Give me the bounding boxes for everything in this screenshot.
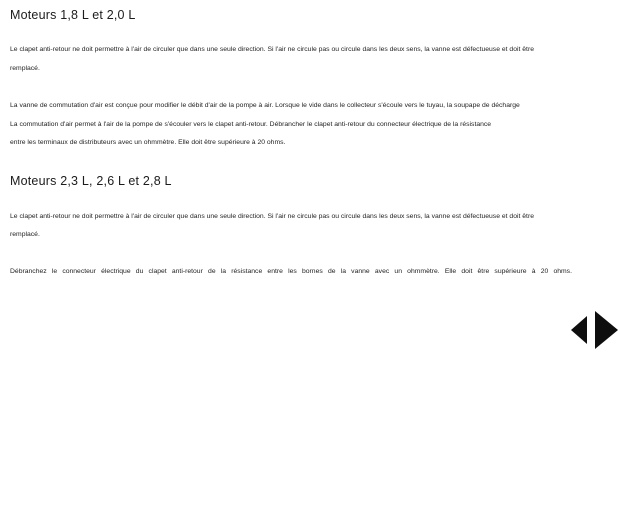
section-heading: Moteurs 1,8 L et 2,0 L: [10, 8, 136, 22]
paragraph: [10, 41, 614, 78]
section-heading: Moteurs 2,3 L, 2,6 L et 2,8 L: [10, 173, 172, 188]
section-engines-1-8-and-2-0: [10, 8, 614, 153]
paragraph-line: La commutation d'air permet à l'air de la pompe de s'écouler vers le clapet anti-retour. Débrancher le clapet anti-retour du connecteur électrique de la résistance: [10, 120, 492, 128]
paragraph-line: entre les terminaux de distributeurs avec un ohmmètre. Elle doit être supérieure à 20 ohms.: [10, 139, 286, 146]
paragraph: [10, 208, 614, 245]
next-page-arrow-icon[interactable]: [595, 311, 618, 349]
paragraph: [10, 97, 614, 153]
paragraph-line: Le clapet anti-retour ne doit permettre à l'air de circuler que dans une seule direction. Si l'air ne circule pas ou circule dans les deux sens, la vanne est défectueuse et doit être: [10, 212, 534, 220]
section-engines-2-3-2-6-and-2-8: [10, 174, 614, 282]
paragraph-line: La vanne de commutation d'air est conçue pour modifier le débit d'air de la pompe à air. Lorsque le vide dans le collecteur s'écoule vers le tuyau, la soupape de décharge: [10, 102, 520, 109]
page-navigation: [571, 311, 618, 349]
previous-page-arrow-icon[interactable]: [571, 316, 587, 344]
paragraph-line: Débranchez le connecteur électrique du clapet anti-retour de la résistance entre les bornes de la vanne avec un ohmmètre. Elle doit être supérieure à 20 ohms.: [10, 267, 572, 275]
paragraph-line: remplacé.: [10, 64, 40, 72]
paragraph-line: remplacé.: [10, 231, 40, 238]
paragraph: [10, 263, 614, 282]
paragraph-line: Le clapet anti-retour ne doit permettre à l'air de circuler que dans une seule direction. Si l'air ne circule pas ou circule dans les deux sens, la vanne est défectueuse et doit être: [10, 46, 534, 53]
